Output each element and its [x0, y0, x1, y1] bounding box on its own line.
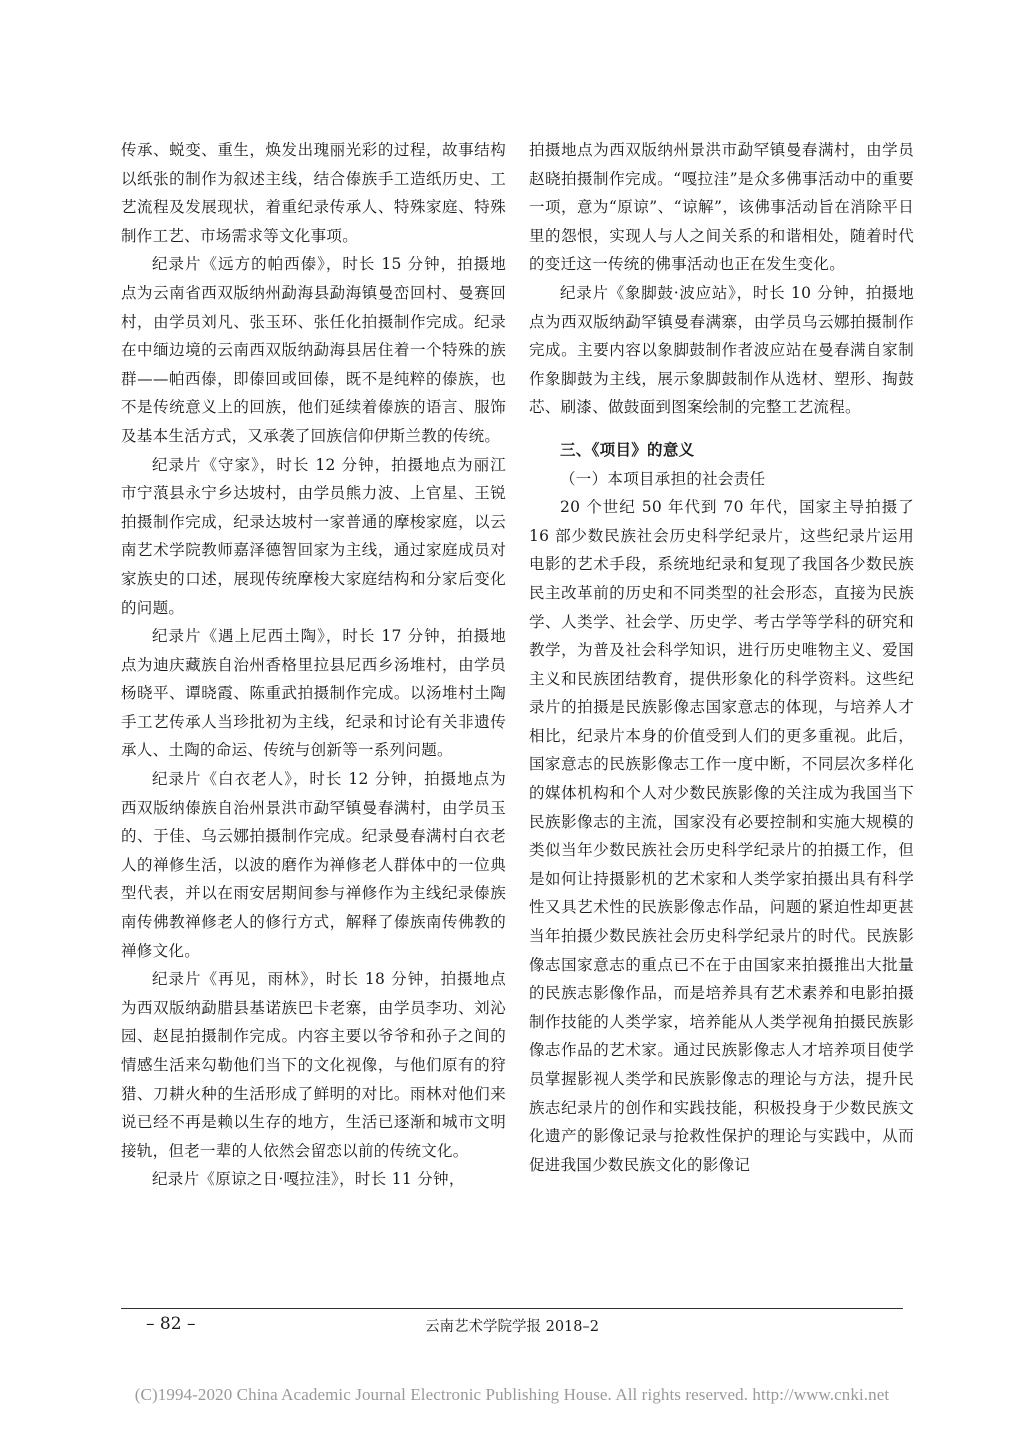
right-body-paragraphs: [529, 493, 914, 1179]
paragraph: 拍摄地点为西双版纳州景洪市勐罕镇曼春满村，由学员赵晓拍摄制作完成。“嘎拉洼”是众多佛事活动中的重要一项，意为“原谅”、“谅解”，该佛事活动旨在消除平日里的怨恨，实现人与人之间关系的和谐相处，随着时代的变迁这一传统的佛事活动也正在发生变化。: [529, 141, 914, 274]
section-heading: 三、《项目》的意义: [560, 439, 695, 459]
paragraph: 20 个世纪 50 年代到 70 年代，国家主导拍摄了 16 部少数民族社会历史科学纪录片，这些纪录片运用电影的艺术手段，系统地纪录和复现了我国各少数民族民主改革前的历史和不同类型的社会形态，直接为民族学、人类学、社会学、历史学、考古学等学科的研究和教学，为普及社会科学知识，进行历史唯物主义、爱国主义和民族团结教育，提供形象化的科学资料。这些纪录片的拍摄是民族影像志国家意志的体现，与培养人才相比，纪录片本身的价值受到人们的更多重视。此后，国家意志的民族影像志工作一度中断，不同层次多样化的媒体机构和个人对少数民族影像的关注成为我国当下民族影像志的主流，国家没有必要控制和实施大规模的类似当年少数民族社会历史科学纪录片的拍摄工作，但是如何让持摄影机的艺术家和人类学家拍摄出具有科学性又具艺术性的民族影像志作品，问题的紧迫性却更甚当年拍摄少数民族社会历史科学纪录片的时代。民族影像志国家意志的重点已不在于由国家来拍摄推出大批量的民族志影像作品，而是培养具有艺术素养和电影拍摄制作技能的人类学家，培养能从人类学视角拍摄民族影像志作品的艺术家。通过民族影像志人才培养项目使学员掌握影视人类学和民族影像志的理论与方法，提升民族志纪录片的创作和实践技能，积极投身于少数民族文化遗产的影像记录与抢救性保护的理论与实践中，从而促进我国少数民族文化的影像记: [529, 498, 914, 1174]
copyright-notice: (C)1994-2020 China Academic Journal Electronic Publishing House. All rights reserved. http://www.cnki.net: [134, 1385, 890, 1404]
paragraph: 纪录片《再见，雨林》，时长 18 分钟，拍摄地点为西双版纳勐腊县基诺族巴卡老寨，由学员李功、刘沁园、赵昆拍摄制作完成。内容主要以爷爷和孙子之间的情感生活来勾勒他们当下的文化视像，与他们原有的狩猎、刀耕火种的生活形成了鲜明的对比。雨林对他们来说已经不再是赖以生存的地方，生活已逐渐和城市文明接轨，但老一辈的人依然会留恋以前的传统文化。: [121, 970, 506, 1160]
paragraph: 纪录片《原谅之日·嘎拉洼》，时长 11 分钟，: [152, 1170, 465, 1189]
journal-name: 云南艺术学院学报 2018–2: [425, 1319, 599, 1335]
paragraph: 纪录片《白衣老人》，时长 12 分钟，拍摄地点为西双版纳傣族自治州景洪市勐罕镇曼春满村，由学员玉的、于佳、乌云娜拍摄制作完成。纪录曼春满村白衣老人的禅修生活，以波的磨作为禅修老人群体中的一位典型代表，并以在雨安居期间参与禅修作为主线纪录傣族南传佛教禅修老人的修行方式，解释了傣族南传佛教的禅修文化。: [121, 770, 506, 960]
paragraph: 纪录片《遇上尼西土陶》，时长 17 分钟，拍摄地点为迪庆藏族自治州香格里拉县尼西乡汤堆村，由学员杨晓平、谭晓霞、陈重武拍摄制作完成。以汤堆村土陶手工艺传承人当珍批初为主线，纪录和讨论有关非遗传承人、土陶的命运、传统与创新等一系列问题。: [121, 627, 506, 760]
subsection-heading: （一）本项目承担的社会责任: [560, 469, 766, 488]
left-text-column: [121, 136, 506, 1194]
right-text-column: [529, 136, 914, 1179]
page-number: – 82 –: [146, 1314, 196, 1334]
right-intro-paragraphs: [529, 136, 914, 422]
footer-divider: [121, 1308, 903, 1309]
paragraph: 传承、蜕变、重生，焕发出瑰丽光彩的过程，故事结构以纸张的制作为叙述主线，结合傣族手工造纸历史、工艺流程及发展现状，着重纪录传承人、特殊家庭、特殊制作工艺、市场需求等文化事项。: [121, 141, 506, 245]
paragraph: 纪录片《守家》，时长 12 分钟，拍摄地点为丽江市宁蒗县永宁乡达坡村，由学员熊力波、上官星、王锐拍摄制作完成，纪录达坡村一家普通的摩梭家庭，以云南艺术学院教师嘉泽德智回家为主线，通过家庭成员对家族史的口述，展现传统摩梭大家庭结构和分家后变化的问题。: [121, 455, 506, 617]
paragraph: 纪录片《象脚鼓·波应站》，时长 10 分钟，拍摄地点为西双版纳勐罕镇曼春满寨，由学员乌云娜拍摄制作完成。主要内容以象脚鼓制作者波应站在曼春满自家制作象脚鼓为主线，展示象脚鼓制作从选材、塑形、掏鼓芯、刷漆、做鼓面到图案绘制的完整工艺流程。: [529, 283, 914, 417]
paragraph: 纪录片《远方的帕西傣》，时长 15 分钟，拍摄地点为云南省西双版纳州勐海县勐海镇曼峦回村、曼赛回村，由学员刘凡、张玉环、张任化拍摄制作完成。纪录在中缅边境的云南西双版纳勐海县居住着一个特殊的族群——帕西傣，即傣回或回傣，既不是纯粹的傣族，也不是传统意义上的回族，他们延续着傣族的语言、服饰及基本生活方式，又承袭了回族信仰伊斯兰教的传统。: [121, 255, 506, 445]
